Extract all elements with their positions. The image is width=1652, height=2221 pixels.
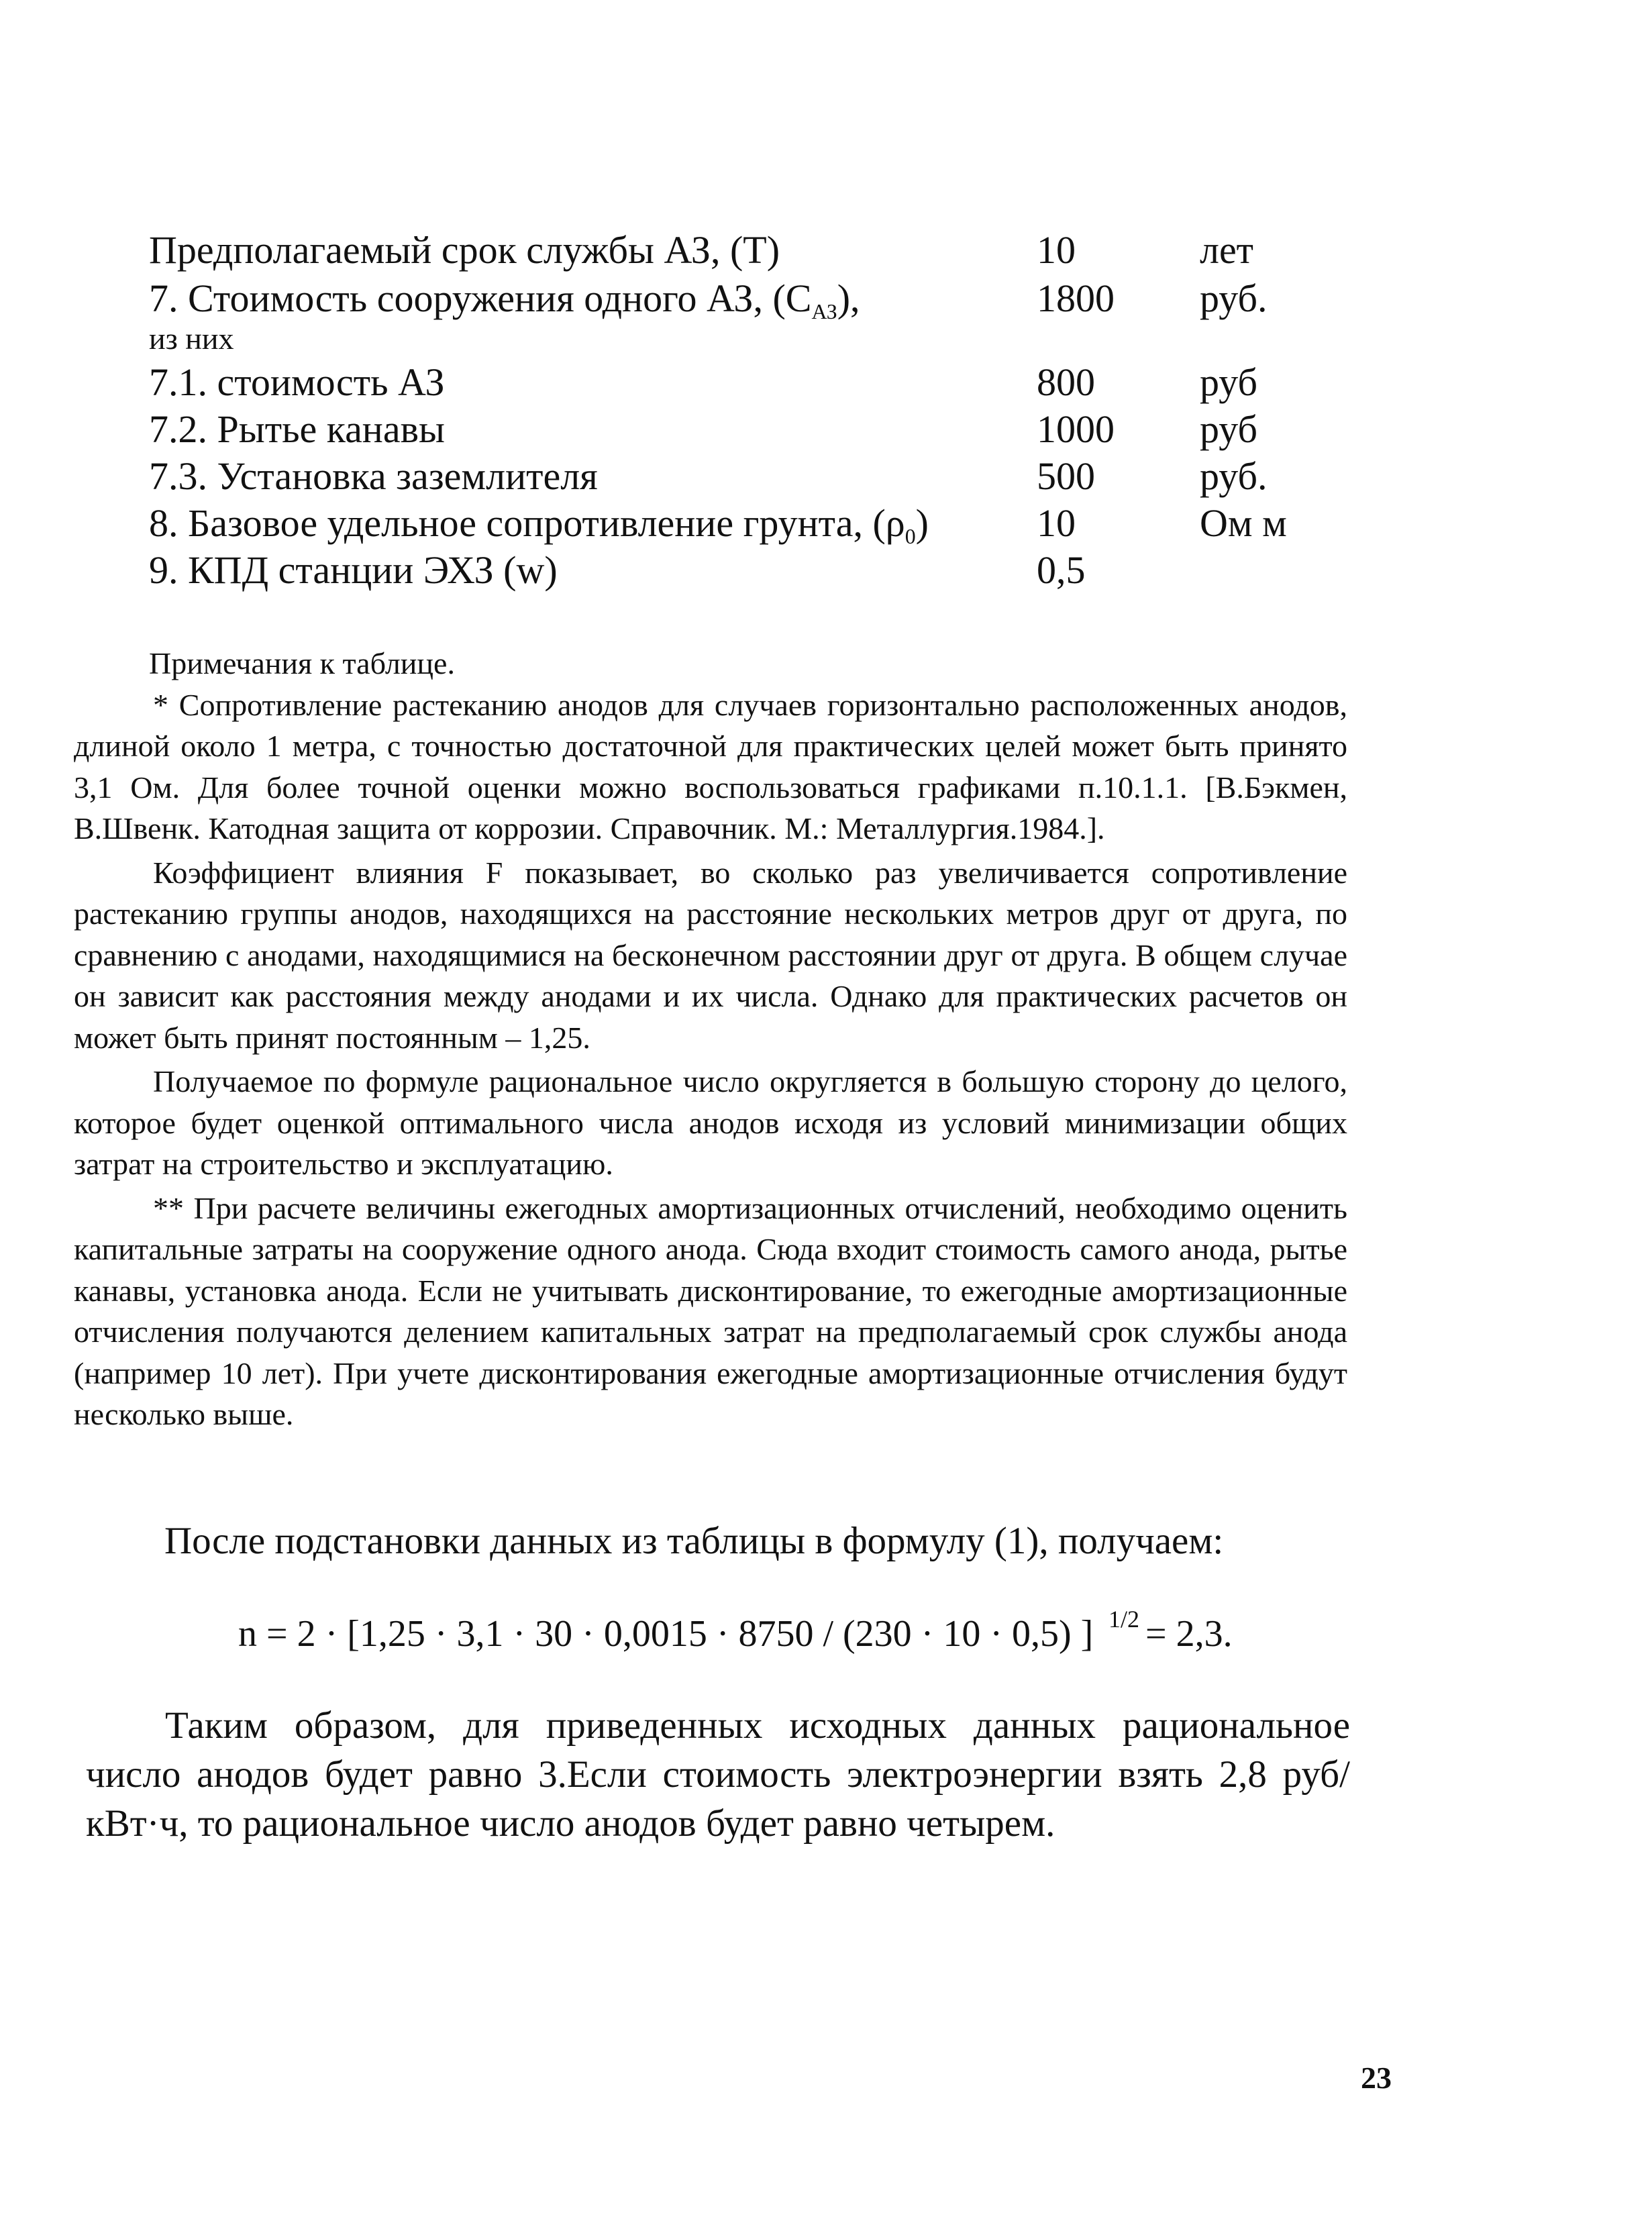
row-unit: руб. (1200, 276, 1268, 320)
row-unit: лет (1200, 228, 1254, 272)
row-value: 1000 (1037, 407, 1115, 451)
row-label: 8. Базовое удельное сопротивление грунта, $(\rho_0)$ (149, 501, 929, 549)
page-number: 23 (1361, 2061, 1392, 2095)
row-label: из них (149, 321, 234, 356)
note-paragraph: ** При расчете величины ежегодных амортизационных отчислений, необходимо оценить капитальные затраты на сооружение одного анода. Сюда входит стоимость самого анода, рытье канавы, установка анода. Если не учитывать дисконтирование, то ежегодные амортизационные отчисления получаются делением капитальных затрат на предполагаемый срок службы анода (например 10 лет). При учете дисконтирования ежегодные амортизационные отчисления будут несколько выше. (74, 1190, 1347, 1431)
row-value: 10 (1037, 228, 1076, 272)
row-unit: руб. (1200, 454, 1268, 498)
formula-exponent: 1/2 (1108, 1606, 1140, 1633)
row-label: Предполагаемый срок службы АЗ, (Т) (149, 228, 780, 272)
conclusion-paragraph: Таким образом, для приведенных исходных данных рациональное число анодов будет равно 3.Если стоимость электроэнергии взять 2,8 руб/кВт·ч, то рациональное число анодов будет равно четырем. (86, 1704, 1350, 1845)
row-unit: руб (1200, 407, 1257, 451)
row-label: 7.3. Установка заземлителя (149, 454, 598, 498)
formula-body: n = 2 · [1,25 · 3,1 · 30 · 0,0015 · 8750 / (230 · 10 · 0,5) ] (238, 1613, 1094, 1655)
row-label: 7. Стоимость сооружения одного АЗ, $(С_{АЗ})$, (149, 276, 860, 324)
row-label: 9. КПД станции ЭХЗ (w) (149, 548, 558, 592)
note-paragraph: Получаемое по формуле рациональное число округляется в большую сторону до целого, которое будет оценкой оптимального числа анодов исходя из условий минимизации общих затрат на строительство и эксплуатацию. (74, 1064, 1347, 1181)
row-value: 0,5 (1037, 548, 1086, 592)
row-label: 7.2. Рытье канавы (149, 407, 445, 451)
formula-result: = 2,3. (1145, 1613, 1233, 1655)
note-paragraph: Коэффициент влияния F показывает, во сколько раз увеличивается сопротивление растеканию группы анодов, находящихся на расстояние нескольких метров друг от друга, по сравнению с анодами, находящимися на бесконечном расстоянии друг от друга. В общем случае он зависит как расстояния между анодами и их числа. Однако для практических расчетов он может быть принят постоянным – 1,25. (74, 855, 1347, 1055)
row-value: 800 (1037, 360, 1095, 404)
row-value: 500 (1037, 454, 1095, 498)
table-notes (74, 643, 1347, 1435)
notes-heading: Примечания к таблице. (149, 646, 455, 680)
row-unit: Ом м (1200, 501, 1287, 545)
row-value: 1800 (1037, 276, 1115, 320)
note-paragraph: * Сопротивление растеканию анодов для случаев горизонтально расположенных анодов, длиной около 1 метра, с точностью достаточной для практических целей может быть принято 3,1 Ом. Для более точной оценки можно воспользоваться графиками п.10.1.1. [В.Бэкмен, В.Швенк. Катодная защита от коррозии. Справочник. М.: Металлургия.1984.]. (74, 687, 1347, 845)
row-unit: руб (1200, 360, 1257, 404)
row-value: 10 (1037, 501, 1076, 545)
substitution-intro: После подстановки данных из таблицы в формулу (1), получаем: (164, 1520, 1224, 1562)
row-label: 7.1. стоимость АЗ (149, 360, 445, 404)
